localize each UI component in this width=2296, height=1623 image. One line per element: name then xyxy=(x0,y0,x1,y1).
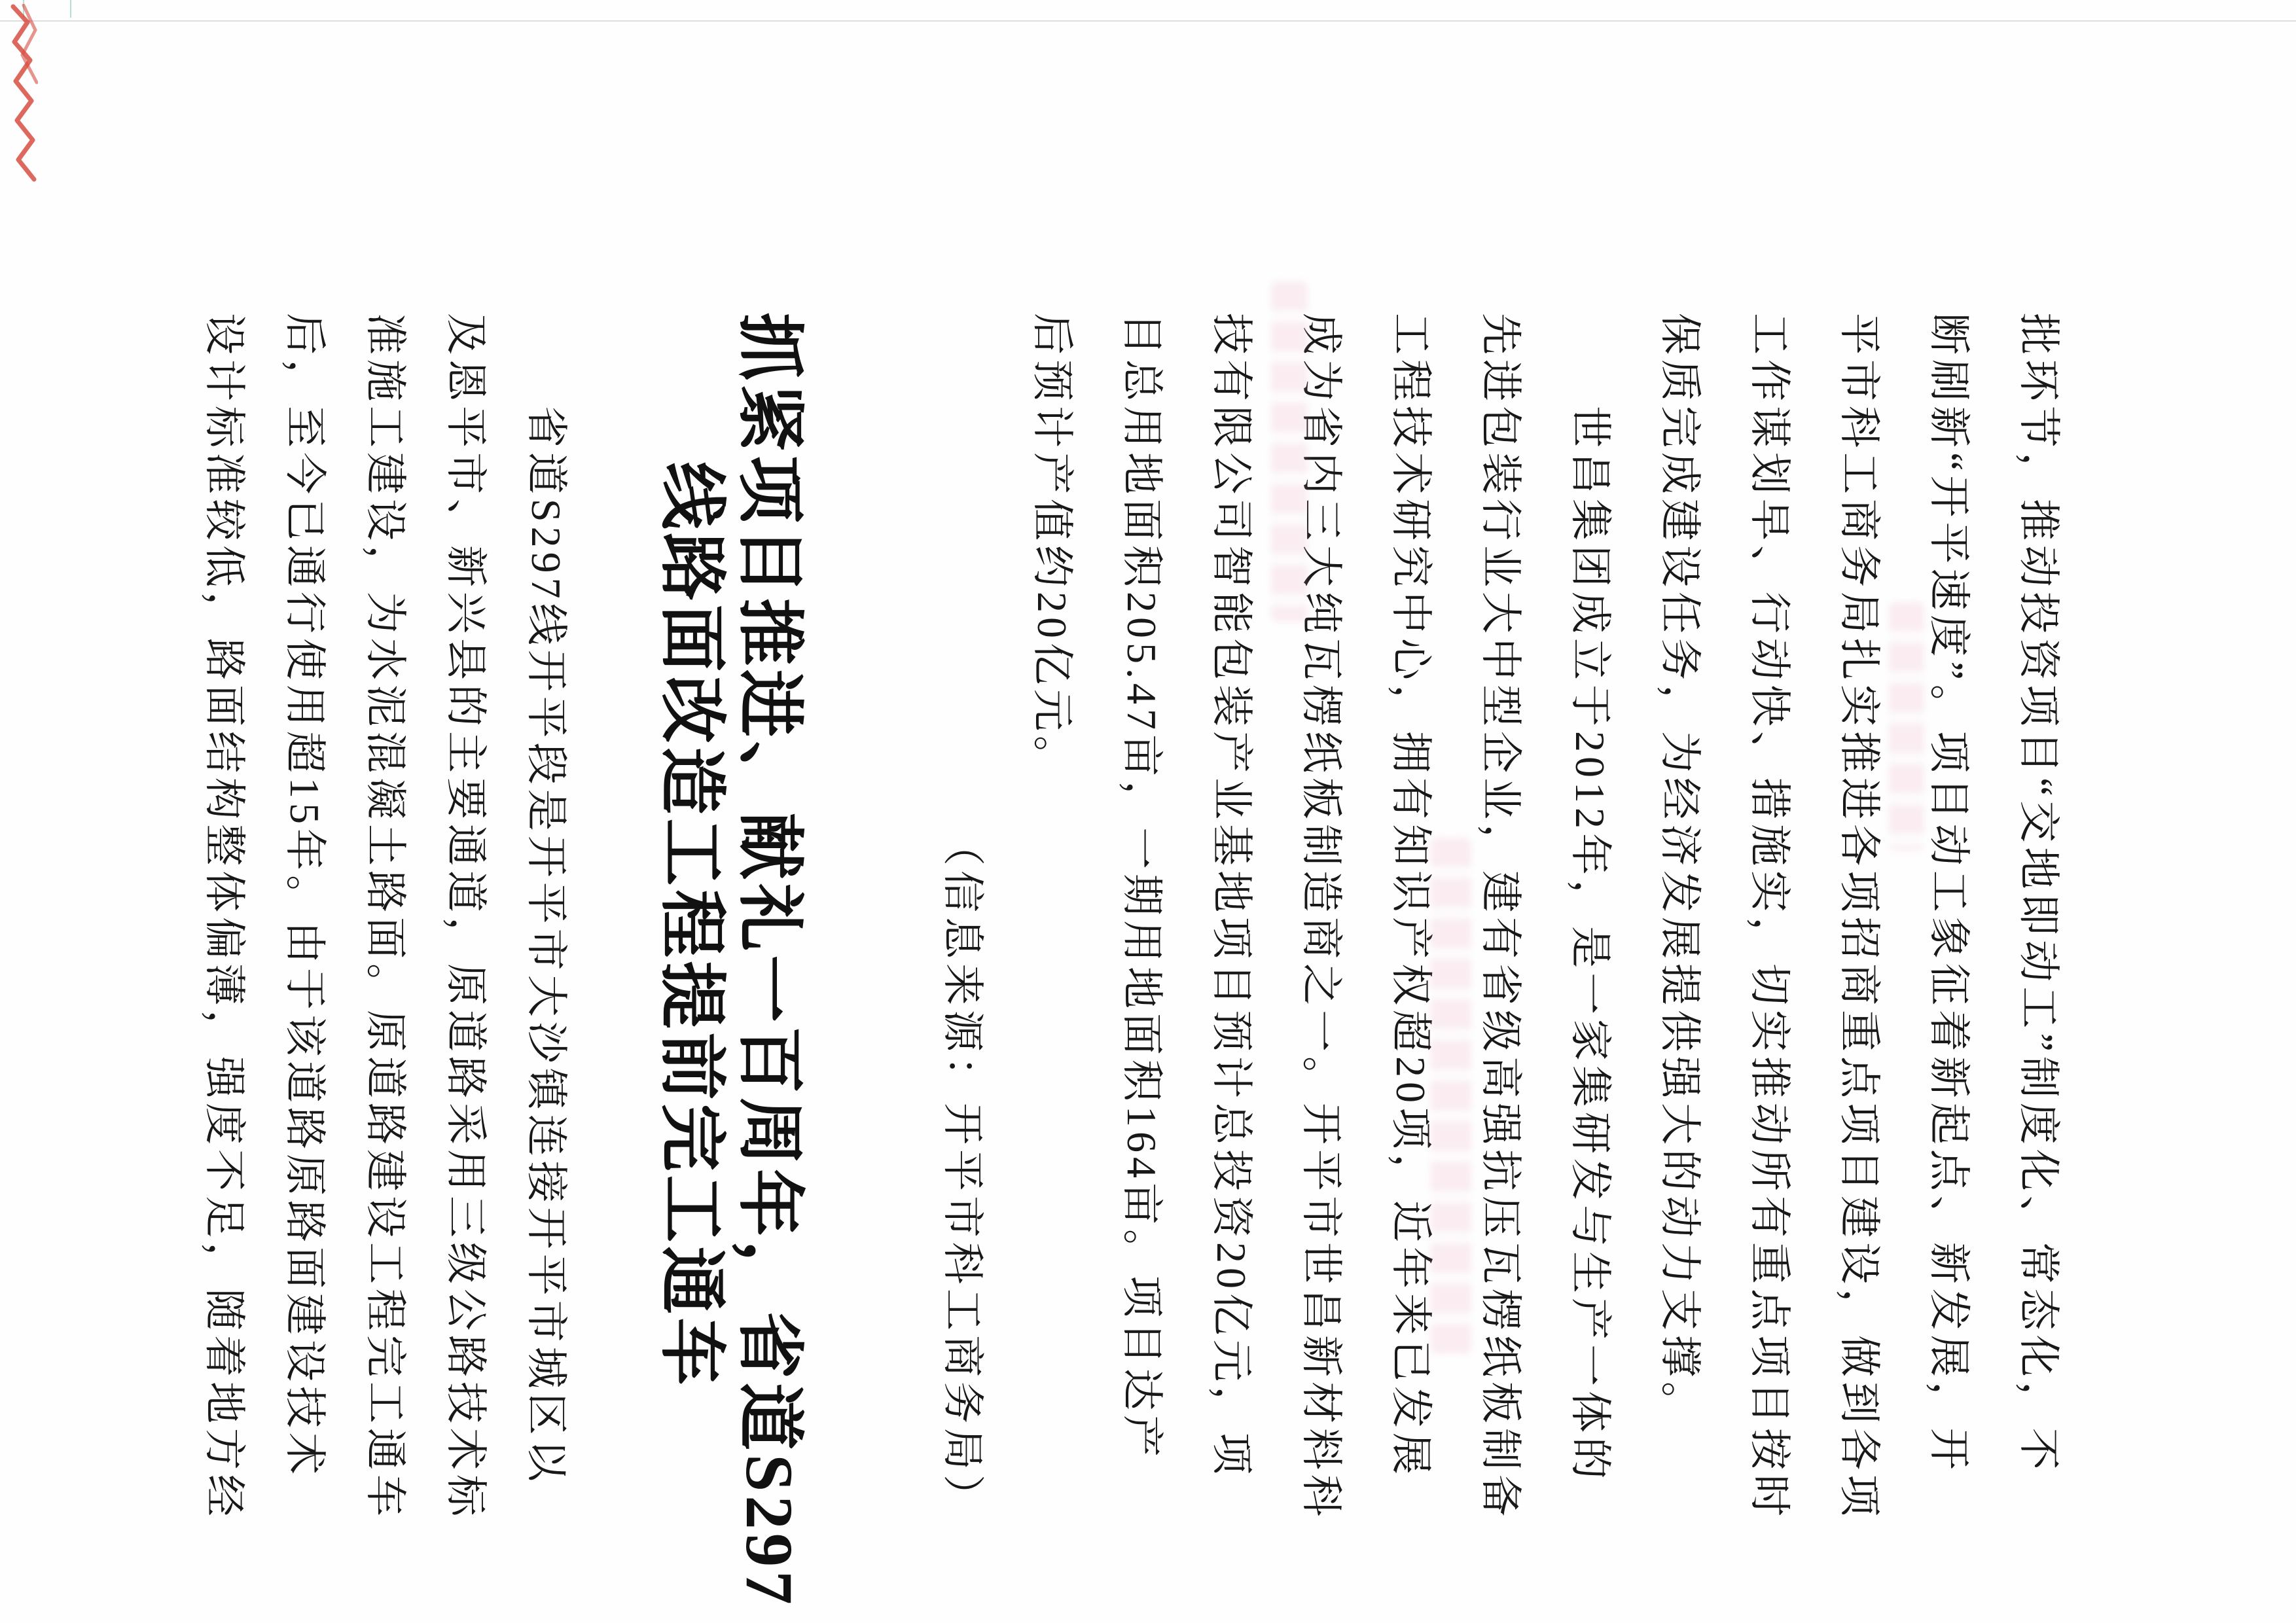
body-line: 断刷新“开平速度”。项目动工象征着新起点、新发展，开 xyxy=(1926,313,1972,1474)
article-title-line: 线路面改造工程提前完工通车 xyxy=(654,461,728,1389)
paragraph-project-promotion xyxy=(1635,313,2083,1538)
body-line: 先进包装行业大中型企业，建有省级高强抗压瓦楞纸板制备 xyxy=(1477,313,1524,1521)
paragraph-shichang-group xyxy=(1007,313,1635,1538)
scanner-edge-line xyxy=(0,20,2296,22)
red-pen-mark xyxy=(8,4,38,188)
body-line: 及恩平市、新兴县的主要通道，原道路采用三级公路技术标 xyxy=(442,313,489,1521)
body-line: 技有限公司智能包装产业基地项目预计总投资20亿元，项 xyxy=(1208,313,1255,1479)
scanner-tick-mark xyxy=(70,0,71,18)
ink-bleed-artifact xyxy=(1271,281,1308,622)
article-title-line: 抓紧项目推进、献礼一百周年，省道S297 xyxy=(732,313,806,1609)
paragraph-road-s297 xyxy=(184,313,586,1538)
ink-bleed-artifact xyxy=(1431,838,1471,1355)
body-line: 工程技术研究中心，拥有知识产权超20项，近年来已发展 xyxy=(1388,313,1434,1479)
body-line: 世昌集团成立于2012年，是一家集研发与生产一体的 xyxy=(1567,406,1613,1484)
page-content xyxy=(184,0,2296,1623)
ink-bleed-artifact xyxy=(1889,602,1924,851)
body-line: 保质完成建设任务，为经济发展提供强大的动力支撑。 xyxy=(1657,313,1703,1428)
source-attribution-line: （信息来源：开平市科工商务局） xyxy=(939,824,986,1521)
body-line: 省道S297线开平段是开平市大沙镇连接开平市城区以 xyxy=(523,406,569,1486)
body-line: 平市科工商务局扎实推进各项招商重点项目建设，做到各项 xyxy=(1836,313,1882,1521)
body-line: 后预计产值约20亿元。 xyxy=(1029,313,1075,782)
article-title xyxy=(652,313,808,1609)
body-line: 批环节，推动投资项目“交地即动工”制度化、常态化，不 xyxy=(2015,313,2062,1474)
body-line: 准施工建设，为水泥混凝土路面。原道路建设工程完工通车 xyxy=(362,313,408,1521)
body-line: 后，至今已通行使用超15年。由于该道路原路面建设技术 xyxy=(281,313,328,1479)
body-line: 目总用地面积205.47亩，一期用地面积164亩。项目达产 xyxy=(1119,313,1165,1461)
body-line: 成为省内三大纯瓦楞纸板制造商之一。开平市世昌新材料科 xyxy=(1298,313,1344,1521)
body-line: 设计标准较低，路面结构整体偏薄，强度不足，随着地方经 xyxy=(201,313,247,1521)
body-line: 工作谋划早、行动快、措施实，切实推动所有重点项目按时 xyxy=(1746,313,1793,1521)
